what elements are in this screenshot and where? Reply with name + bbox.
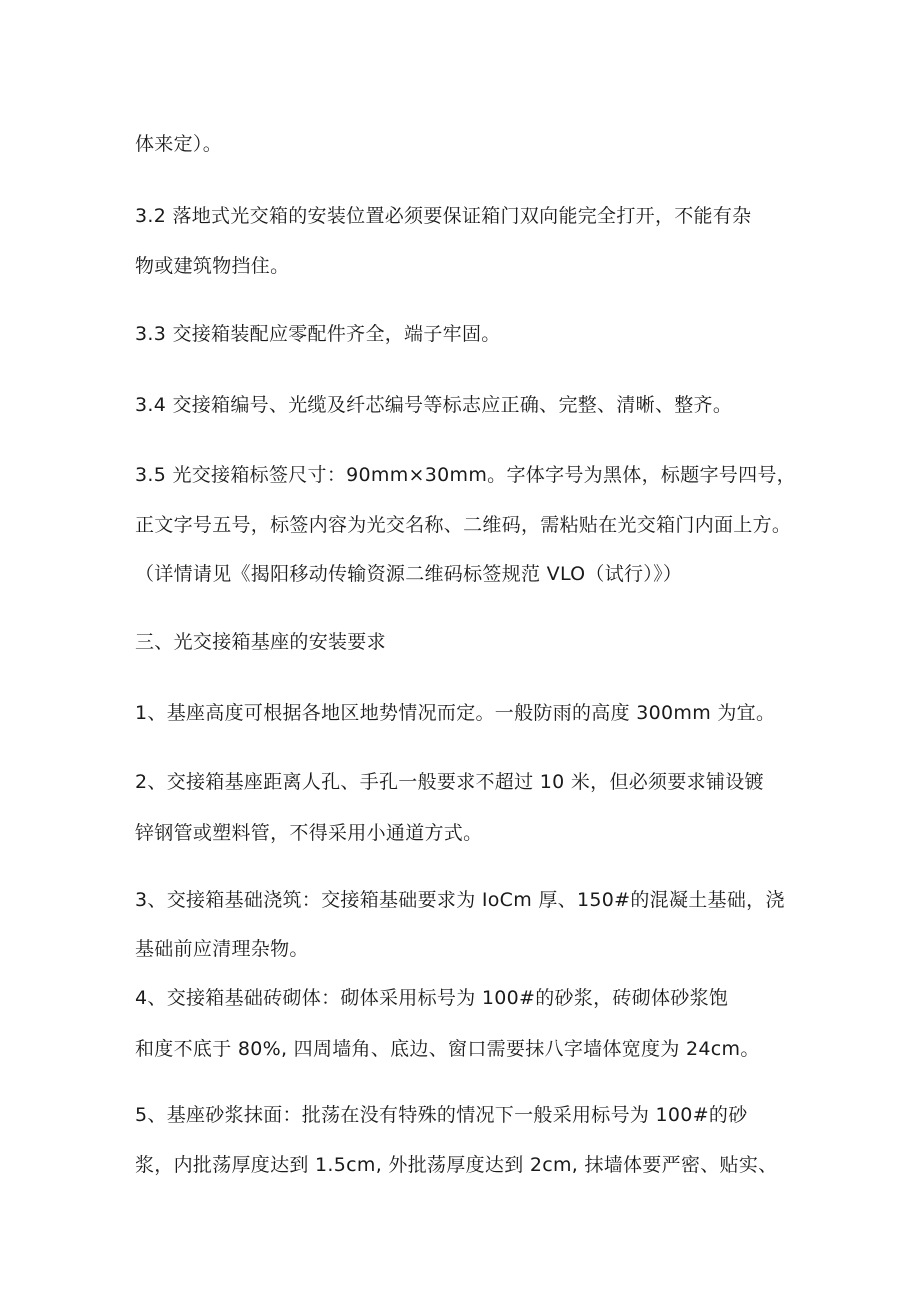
text-line: 体来定）。 <box>135 133 223 155</box>
text-line: 物或建筑物挡住。 <box>135 255 290 277</box>
text-line: 4、交接箱基础砖砌体：砌体采用标号为 100#的砂浆，砖砌体砂浆饱 <box>135 987 729 1009</box>
section-heading: 三、光交接箱基座的安装要求 <box>135 631 386 653</box>
text-line: 3.5 光交接箱标签尺寸：90mm×30mm。字体字号为黑体，标题字号四号， <box>135 464 796 486</box>
text-line: 1、基座高度可根据各地区地势情况而定。一般防雨的高度 300mm 为宜。 <box>135 702 776 724</box>
text-line: （详情请见《揭阳移动传输资源二维码标签规范 VLO（试行）》） <box>135 563 683 585</box>
text-line: 3.2 落地式光交箱的安装位置必须要保证箱门双向能完全打开，不能有杂 <box>135 205 752 227</box>
text-line: 和度不底于 80%, 四周墙角、底边、窗口需要抹八字墙体宽度为 24cm。 <box>135 1038 760 1060</box>
text-line: 3、交接箱基础浇筑：交接箱基础要求为 IoCm 厚、150#的混凝土基础，浇 <box>135 889 785 911</box>
text-line: 浆，内批荡厚度达到 1.5cm, 外批荡厚度达到 2cm, 抹墙体要严密、贴实、 <box>135 1154 778 1176</box>
text-line: 3.4 交接箱编号、光缆及纤芯编号等标志应正确、完整、清晰、整齐。 <box>135 394 733 416</box>
text-line: 2、交接箱基座距离人孔、手孔一般要求不超过 10 米，但必须要求铺设镀 <box>135 771 764 793</box>
text-line: 正文字号五号，标签内容为光交名称、二维码，需粘贴在光交箱门内面上方。 <box>135 514 792 536</box>
text-line: 3.3 交接箱装配应零配件齐全，端子牢固。 <box>135 323 501 345</box>
text-line: 5、基座砂浆抹面：批荡在没有特殊的情况下一般采用标号为 100#的砂 <box>135 1104 748 1126</box>
text-line: 基础前应清理杂物。 <box>135 938 309 960</box>
text-line: 锌钢管或塑料管，不得采用小通道方式。 <box>135 822 483 844</box>
